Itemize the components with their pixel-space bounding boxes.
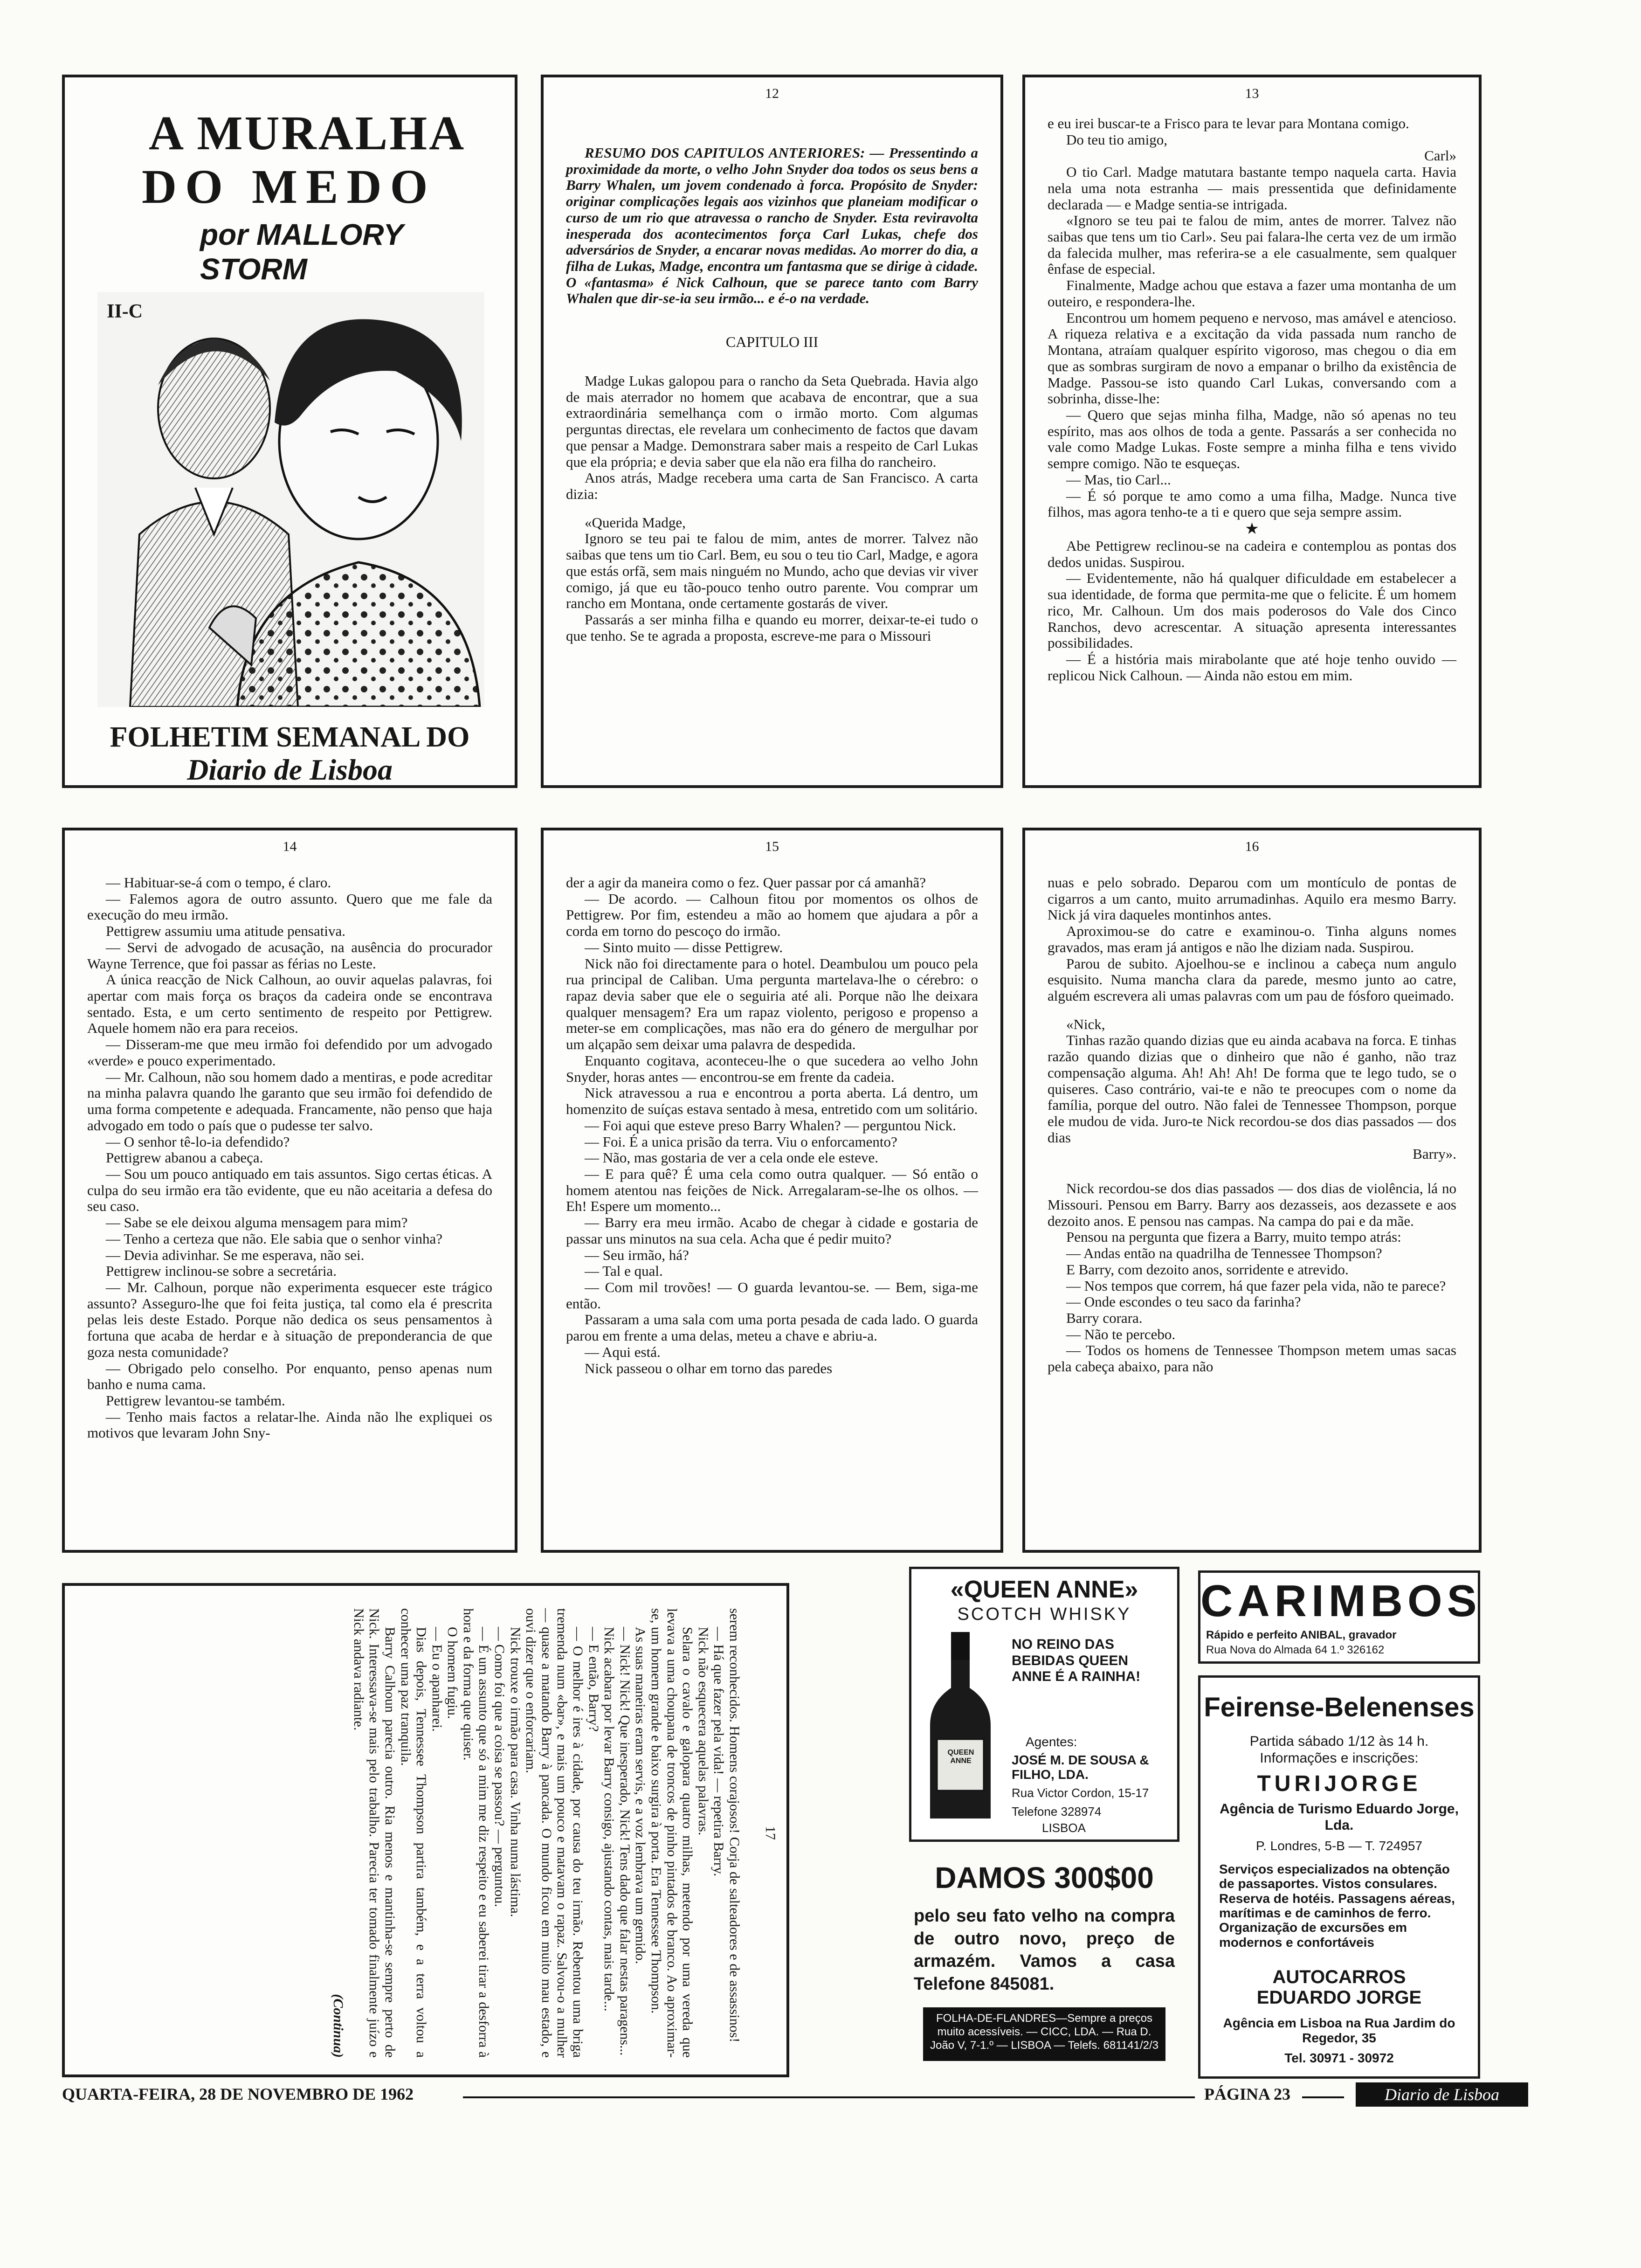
page-12-panel: [541, 75, 1003, 788]
paragraph: — Aqui está.: [585, 1343, 661, 1360]
paragraph: Nick acabara por levar Barry consigo, ajustando contas, mais tarde...: [601, 1627, 617, 2012]
ad-city: LISBOA: [1042, 1821, 1086, 1835]
paragraph: A única reacção de Nick Calhoun, ao ouvir aquelas palavras, foi apertar com mais força os braços da cadeira onde se encontrava sentado. Esta, e um certo sentimento de respeito por Pettigrew. Aquele homem não era para receios.: [87, 971, 492, 1037]
page-number: 17: [763, 1826, 778, 1840]
damos-ad: [909, 1860, 1179, 2066]
ad-brand: TURIJORGE: [1257, 1771, 1421, 1796]
paragraph: Selara o cavalo e galopara quatro milhas, metendo por uma vereda que levava a uma choupana de troncos de pinho pintados de branco. Ao aproximar-se, um homem grande e baixo surgira à porta. Era Tennessee Thompson.: [648, 1608, 696, 2058]
paragraph: Pettigrew inclinou-se sobre a secretária.: [106, 1263, 337, 1279]
paragraph: — Todos os homens de Tennessee Thompson metem umas sacas pela cabeça abaixo, para não: [1048, 1342, 1456, 1375]
paragraph: Do teu tio amigo,: [1066, 131, 1167, 148]
chapter-summary: RESUMO DOS CAPITULOS ANTERIORES: — Pressentindo a proximidade da morte, o velho John Snyder doa todos os seus bens a Barry Whalen, um jovem condenado à forca. Propósito de Snyder: originar complicações legais aos vizinhos que planeiam modificar o curso de um rio que atravessa o rancho de Snyder. Esta reviravolta inesperada dos acontecimentos força Carl Lukas, chefe dos adversários de Snyder, a encarar novas medidas. Ao morrer do dia, a filha de Lukas, Madge, encontra um fantasma que se dirige à cidade. O «fantasma» é Nick Calhoun, que se parece tanto com Barry Whalen que dir-se-ia seu irmão... e é-o na verdade.: [566, 145, 978, 307]
paragraph: — Foi aqui que esteve preso Barry Whalen? — perguntou Nick.: [585, 1117, 956, 1134]
queen-anne-ad: [909, 1567, 1179, 1842]
paragraph: Abe Pettigrew reclinou-se na cadeira e contemplou as pontas dos dedos unidas. Suspirou.: [1048, 538, 1456, 570]
paragraph: Carl»: [1424, 147, 1456, 164]
footer-date: QUARTA-FEIRA, 28 DE NOVEMBRO DE 1962: [62, 2085, 414, 2103]
paragraph: Nick não foi directamente para o hotel. Deambulou um pouco pela rua principal de Caliban. Uma pergunta martelava-lhe o cérebro: o rapaz devia saber que ele o seguiria até ali. Porque não lhe deixara qualquer mensagem? Era um rapaz violento, perigoso e propenso a meter-se em complicações, mas não era do género de mergulhar por um alçapão sem deixar uma palavra de despedida.: [566, 955, 978, 1053]
ad-subtitle: SCOTCH WHISKY: [957, 1604, 1131, 1624]
illustration-signature: II-C: [107, 301, 143, 322]
paragraph: As suas maneiras eram servis, e a voz lembrava um gemido.: [633, 1627, 648, 1964]
paragraph: — É um assunto que só a mim me diz respeito e eu saberei tirar a desforra à hora e da forma que quiser.: [460, 1608, 492, 2058]
paragraph: — E para quê? É uma cela como outra qualquer. — Só então o homem atentou nas feições de Nick. Arregalaram-se-lhe os olhos. — Eh! Espere um momento...: [566, 1165, 978, 1215]
ad-address: P. Londres, 5-B — T. 724957: [1256, 1839, 1422, 1853]
paragraph: — Barry era meu irmão. Acabo de chegar à cidade e gostaria de passar uns minutos na sua cela. Acha que é pedir muito?: [566, 1214, 978, 1247]
footer-rule: [463, 2096, 1195, 2098]
ad-slogan: NO REINO DAS BEBIDAS QUEEN ANNE É A RAINHA!: [1012, 1637, 1141, 1684]
page-13-panel: [1022, 75, 1482, 788]
paragraph: O homem fugiu.: [445, 1627, 461, 1719]
chapter-heading: CAPITULO III: [725, 333, 819, 351]
ad-line: Rua Nova do Almada 64 1.º 326162: [1206, 1644, 1385, 1656]
paragraph: Dias depois, Tennessee Thompson partira também, e a terra voltou a conhecer uma paz tranquila.: [398, 1608, 429, 2058]
ad-line: Partida sábado 1/12 às 14 h.: [1249, 1734, 1429, 1749]
paragraph: Ignoro se teu pai te falou de mim, antes de morrer. Talvez não saibas que tens um tio Carl. Bem, eu sou o teu tio Carl, Madge, e agora que estás orfã, sem mais ninguém no Mundo, acho que devias vir viver comigo, já que eu tão-pouco tenho outro parente. Vou comprar um rancho em Montana, onde certamente gostarás de viver.: [566, 530, 978, 612]
paragraph: «Nick,: [1066, 1016, 1105, 1032]
paragraph: «Querida Madge,: [585, 514, 686, 531]
paragraph: — Seu irmão, há?: [585, 1246, 689, 1263]
paragraph: — O melhor é ires à cidade, por causa do teu irmão. Rebentou uma briga tremenda num «bar», e mais um pouco e matavam o rapaz. Salvou-o a mulher — quase a matando Barry à pancada. O mundo ficou em muito mau estado, e ouvi dizer que o enforcariam.: [523, 1608, 586, 2058]
paragraph: Barry Calhoun parecia outro. Ria menos e mantinha-se sempre perto de Nick. Interessava-se mais pelo trabalho. Parecia ter tomado finalmente juízo e Nick andava radiante.: [351, 1608, 398, 2058]
ad-title: Feirense-Belenenses: [1204, 1692, 1475, 1722]
paragraph: — Nos tempos que correm, há que fazer pela vida, não te parece?: [1066, 1277, 1446, 1294]
ad-services: Serviços especializados na obtenção de passaportes. Vistos consulares. Reserva de hotéis. Passagens aéreas, marítimas e de caminhos de ferro. Organização de excursões em modernos e confortáveis: [1219, 1862, 1455, 1950]
page-number: 16: [1245, 839, 1259, 854]
paragraph: Nick passeou o olhar em torno das paredes: [585, 1360, 833, 1376]
paragraph: — O senhor tê-lo-ia defendido?: [106, 1133, 290, 1150]
paragraph: — De acordo. — Calhoun fitou por momentos os olhos de Pettigrew. Por fim, estendeu a mão ao homem que ajudara a pôr a corda em torno do pescoço do irmão.: [566, 890, 978, 940]
paragraph: — Eu o apanharei.: [429, 1627, 445, 1732]
ad-bus-title: AUTOCARROS EDUARDO JORGE: [1256, 1967, 1422, 2008]
paragraph: — Evidentemente, não há qualquer dificuldade em estabelecer a sua identidade, de forma que permita-me que o felicite. É um homem rico, Mr. Calhoun. Um dos mais poderosos do Vale dos Cinco Ranchos, devo acrescentar. A situação apresenta interessantes possibilidades.: [1048, 570, 1456, 651]
page-17-text: [331, 1608, 742, 2058]
bottle-label: QUEEN ANNE: [947, 1749, 974, 1765]
ad-agents-label: Agentes:: [1026, 1735, 1077, 1749]
page-17-rotated-content: [62, 1586, 786, 2077]
paragraph: — Mas, tio Carl...: [1066, 471, 1171, 488]
ad-line: Informações e inscrições:: [1260, 1750, 1419, 1766]
ad-phone: Telefone 328974: [1012, 1805, 1102, 1819]
serial-illustration: [97, 292, 484, 707]
paragraph: — Há que fazer pela vida! — repetira Barry.: [711, 1627, 727, 1877]
ad-agent-name: JOSÉ M. DE SOUSA & FILHO, LDA.: [1012, 1753, 1149, 1782]
paragraph: Pettigrew assumiu uma atitude pensativa.: [106, 923, 345, 940]
continued-note: (Continua): [331, 1994, 346, 2058]
whisky-bottle-icon: [925, 1632, 995, 1823]
paragraph: Pensou na pergunta que fizera a Barry, muito tempo atrás:: [1066, 1229, 1401, 1245]
paragraph: nuas e pelo sobrado. Deparou com um montículo de pontas de cigarros a um canto, muito arrumadinhas. Aquilo era mesmo Barry. Nick já vira daqueles montinhos antes.: [1048, 874, 1456, 923]
paragraph: Encontrou um homem pequeno e nervoso, mas amável e atencioso. A riqueza relativa e a excitação da vida passada num rancho de Montana, atraíam qualquer espírito vigoroso, mas chegou o dia em que as sombras surgiram de novo a empanar o brilho da existência de Madge. Passou-se isto quando Carl Lukas, conversando com a sobrinha, disse-lhe:: [1048, 309, 1456, 407]
paragraph: Anos atrás, Madge recebera uma carta de San Francisco. A carta dizia:: [566, 470, 978, 503]
page-12-text: [566, 145, 978, 644]
paragraph: — Sinto muito — disse Pettigrew.: [585, 939, 783, 955]
page-14-panel: [62, 828, 517, 1553]
page-16-text: [1048, 875, 1456, 1375]
paragraph: «Ignoro se teu pai te falou de mim, antes de morrer. Talvez não saibas que tens um tio Carl». Seu pai falara-lhe certa vez de um irmão da falecida mulher, mas referira-se a ele casualmente, sem qualquer ênfase de especial.: [1048, 212, 1456, 277]
paragraph: — Foi. É a unica prisão da terra. Viu o enforcamento?: [585, 1133, 897, 1150]
page-14-text: [87, 875, 492, 1441]
paragraph: e eu irei buscar-te a Frisco para te levar para Montana comigo.: [1048, 115, 1409, 131]
paragraph: — É só porque te amo como a uma filha, Madge. Nunca tive filhos, mas agora tenho-te a ti e quero que seja sempre assim.: [1048, 487, 1456, 520]
page-17-panel: [62, 1583, 789, 2077]
paragraph: Nick atravessou a rua e encontrou a porta aberta. Lá dentro, um homenzito de suíças estava sentado à mesa, entretido com um solitário.: [566, 1085, 978, 1118]
ad-bus-phone: Tel. 30971 - 30972: [1284, 2051, 1394, 2065]
paragraph: Nick não esquecera aquelas palavras.: [695, 1627, 711, 1836]
paragraph: — Tenho a certeza que não. Ele sabia que o senhor vinha?: [106, 1230, 443, 1247]
paragraph: — Com mil trovões! — O guarda levantou-se. — Bem, siga-me então.: [566, 1279, 978, 1312]
paragraph: — Mr. Calhoun, não sou homem dado a mentiras, e pode acreditar na minha palavra quando lhe garanto que seu irmão foi defendido de uma forma competente e adequada. Francamente, não penso que haja advogado em todo o país que o pudesse ter salvo.: [87, 1068, 492, 1134]
paragraph: Pettigrew levantou-se também.: [106, 1392, 285, 1409]
page-15-panel: [541, 828, 1003, 1553]
paragraph: — Não, mas gostaria de ver a cela onde ele esteve.: [585, 1149, 879, 1166]
paragraph: Parou de subito. Ajoelhou-se e inclinou a cabeça num angulo esquisito. Numa mancha clara da parede, mesmo junto ao catre, alguém escrevera ali umas palavras com um pau de fósforo queimado.: [1048, 955, 1456, 1004]
section-star: ★: [1245, 520, 1259, 538]
paragraph: — Devia adivinhar. Se me esperava, não sei.: [106, 1246, 365, 1263]
paragraph: — Mr. Calhoun, porque não experimenta esquecer este trágico assunto? Asseguro-lhe que foi feita justiça, tal como ela é prescrita pelas leis deste Estado. Porque não dedica os seus pensamentos à fortuna que acaba de herdar e à situação de preponderancia de que goza nesta comunidade?: [87, 1279, 492, 1360]
paragraph: — Disseram-me que meu irmão foi defendido por um advogado «verde» e pouco experimentado.: [87, 1036, 492, 1069]
paragraph: — Tenho mais factos a relatar-lhe. Ainda não lhe expliquei os motivos que levaram John Sny-: [87, 1408, 492, 1441]
paragraph: — Como foi que a coisa se passou? — perguntou.: [492, 1627, 508, 1908]
page-13-text: [1048, 116, 1456, 684]
paragraph: — Nick! Nick! Que inesperado, Nick! Tens dado que falar nestas paragens...: [617, 1627, 633, 2056]
paragraph: E Barry, com dezoito anos, sorridente e atrevido.: [1066, 1261, 1349, 1278]
serial-footer-line1: FOLHETIM SEMANAL DO: [110, 721, 470, 753]
carimbos-ad: [1198, 1570, 1480, 1664]
ad-address: Rua Victor Cordon, 15-17: [1012, 1786, 1149, 1800]
paragraph: — Onde escondes o teu saco da farinha?: [1066, 1293, 1301, 1310]
ad-banner: FOLHA-DE-FLANDRES—Sempre a preços muito acessíveis. — CICC, LDA. — Rua D. João V, 7-1.º — LISBOA — Telefs. 681141/2/3: [923, 2007, 1165, 2061]
paragraph: Enquanto cogitava, aconteceu-lhe o que sucedera ao velho John Snyder, horas antes — encontrou-se em frente da cadeia.: [566, 1052, 978, 1085]
paragraph: O tio Carl. Madge matutara bastante tempo naquela carta. Havia nela uma nota estranha — mais pressentida que definidamente declarada — e Madge sentia-se intrigada.: [1048, 164, 1456, 213]
paragraph: Passarás a ser minha filha e quando eu morrer, deixar-te-ei tudo o que tenho. Se te agrada a proposta, escreve-me para o Missouri: [566, 611, 978, 644]
paragraph: — Andas então na quadrilha de Tennessee Thompson?: [1066, 1245, 1382, 1262]
paragraph: — Servi de advogado de acusação, na ausência do procurador Wayne Terrence, que foi passar as férias no Leste.: [87, 939, 492, 972]
paragraph: serem reconhecidos. Homens corajosos! Corja de salteadores e de assassinos!: [727, 1608, 742, 2043]
footer-paper-logo: Diario de Lisboa: [1356, 2082, 1528, 2107]
serial-title-line1: A MURALHA: [149, 106, 466, 160]
illustration-drawing: [97, 292, 484, 707]
paragraph: — Sou um pouco antiquado em tais assuntos. Sigo certas éticas. A culpa do seu irmão era tão evidente, que eu não aceitaria a defesa do seu caso.: [87, 1165, 492, 1215]
paragraph: — É a história mais mirabolante que até hoje tenho ouvido — replicou Nick Calhoun. — Ainda não estou em mim.: [1048, 651, 1456, 684]
page-number: 15: [765, 839, 779, 854]
serial-title-line2: DO MEDO: [142, 160, 436, 214]
page-number: 14: [283, 839, 297, 854]
serial-title-panel: [62, 75, 517, 788]
serial-footer-logo: Diario de Lisboa: [187, 753, 393, 786]
ad-agency: Agência de Turismo Eduardo Jorge, Lda.: [1220, 1801, 1459, 1833]
page-16-panel: [1022, 828, 1482, 1553]
paragraph: — Falemos agora de outro assunto. Quero que me fale da execução do meu irmão.: [87, 890, 492, 923]
paragraph: Nick trouxe o irmão para casa. Vinha numa lástima.: [507, 1627, 523, 1917]
serial-author: por MALLORY STORM: [200, 218, 403, 286]
ad-line: Rápido e perfeito ANIBAL, gravador: [1206, 1629, 1397, 1641]
paragraph: Nick recordou-se dos dias passados — dos dias de violência, lá no Missouri. Pensou em Barry. Barry aos dezasseis, aos dezassete e aos dezoito anos. E pensou nas campas. Na campa do pai e da mãe.: [1048, 1180, 1456, 1229]
paragraph: Madge Lukas galopou para o rancho da Seta Quebrada. Havia algo de mais aterrador no homem que acabava de encontrar, que a sua extraordinária semelhança com o irmão morto. Com algumas perguntas directas, ele revelara um conhecimento de factos que davam que pensar a Madge. Demonstrara saber mais a respeito de Carl Lukas que ela própria; e devia saber que ela não era filha do rancheiro.: [566, 373, 978, 470]
feirense-ad: [1198, 1675, 1480, 2079]
paragraph: Barry corara.: [1066, 1309, 1143, 1326]
paragraph: — Quero que sejas minha filha, Madge, não só apenas no teu espírito, mas aos olhos de toda a gente. Passarás a ser conhecida no vale como Madge Lukas. Foste sempre a minha filha e tens vivido sempre comigo. Não te esqueças.: [1048, 406, 1456, 472]
ad-title: «QUEEN ANNE»: [950, 1576, 1138, 1603]
ad-title: DAMOS 300$00: [935, 1861, 1154, 1895]
paragraph: Aproximou-se do catre e examinou-o. Tinha alguns nomes gravados, mas eram já antigos e não lhe diziam nada. Suspirou.: [1048, 923, 1456, 955]
paragraph: Tinhas razão quando dizias que eu ainda acabava na forca. E tinhas razão quando dizias que o dinheiro que não é ganho, não traz compensação alguma. Ah! Ah! Ah! De forma que te lego tudo, se o quiseres. Caso contrário, vai-te e não te preocupes com o nome da família, porque del outro. Não falei de Tennessee Thompson, porque ele mudou de vida. Juro-te Nick recordou-se dos dias passados — dos dias: [1048, 1032, 1456, 1146]
footer-page: PÁGINA 23: [1204, 2085, 1291, 2103]
ad-text: pelo seu fato velho na compra de outro novo, preço de armazém. Vamos a casa Telefone 845081.: [914, 1906, 1175, 1994]
paragraph: Pettigrew abanou a cabeça.: [106, 1149, 263, 1166]
paragraph: Barry».: [1413, 1145, 1456, 1162]
ad-title: CARIMBOS: [1200, 1576, 1482, 1626]
page-footer: [62, 2081, 1500, 2113]
page-number: 12: [765, 86, 779, 101]
paragraph: — Obrigado pelo conselho. Por enquanto, penso apenas num banho e numa cama.: [87, 1360, 492, 1393]
paragraph: der a agir da maneira como o fez. Quer passar por cá amanhã?: [566, 874, 926, 891]
paragraph: — Não te percebo.: [1066, 1326, 1176, 1342]
paragraph: Finalmente, Madge achou que estava a fazer uma montanha de um outeiro, e respondera-lhe.: [1048, 277, 1456, 310]
paragraph: Passaram a uma sala com uma porta pesada de cada lado. O guarda parou em frente a uma delas, meteu a chave e abriu-a.: [566, 1311, 978, 1344]
paragraph: — Tal e qual.: [585, 1263, 663, 1279]
footer-rule: [1302, 2096, 1344, 2098]
page-number: 13: [1245, 86, 1259, 101]
paragraph: — Sabe se ele deixou alguma mensagem para mim?: [106, 1214, 408, 1231]
ad-bus-agency: Agência em Lisboa na Rua Jardim do Regedor, 35: [1223, 2016, 1455, 2046]
paragraph: — E então, Barry?: [586, 1627, 601, 1732]
paragraph: — Habituar-se-á com o tempo, é claro.: [106, 874, 331, 891]
page-15-text: [566, 875, 978, 1376]
